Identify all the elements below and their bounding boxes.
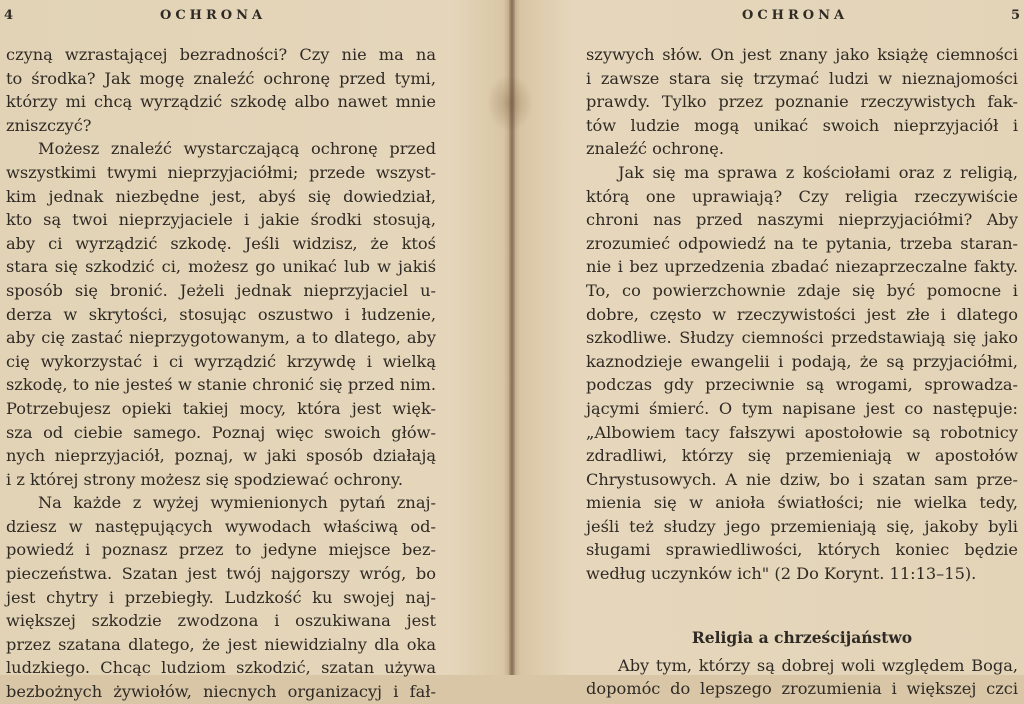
text-line: jącymi śmierć. O tym napisane jest co następuje: [586, 398, 1018, 418]
text-line: sposób się bronić. Jeżeli jednak nieprzyjaciel u- [6, 280, 436, 300]
text-line: sza od ciebie samego. Poznaj więc swoich głów- [6, 422, 436, 442]
text-line: Aby tym, którzy są dobrej woli względem Boga, [618, 655, 1018, 675]
text-line: dopomóc do lepszego zrozumienia i większej czci [586, 679, 1018, 699]
text-line: jest chytry i przebiegły. Ludzkość ku swojej naj- [6, 587, 436, 607]
text-line: szkodę, to nie jesteś w stanie chronić się przed nim. [6, 375, 436, 395]
left-running-header [0, 8, 510, 26]
text-line: Jak się ma sprawa z kościołami oraz z religią, [618, 162, 1018, 182]
left-page-text [6, 43, 436, 704]
left-page-number: 4 [4, 8, 14, 23]
text-line: jeśli też słudzy jego przemieniają się, jakoby byli [586, 516, 1018, 536]
text-line: Na każde z wyżej wymienionych pytań znaj- [38, 493, 436, 513]
text-line: prawdy. Tylko przez poznanie rzeczywistych fak- [586, 92, 1018, 112]
text-line: tów ludzie mogą unikać swoich nieprzyjaciół i [586, 115, 1018, 135]
section-heading: Religia a chrześcijaństwo [691, 627, 913, 647]
text-line: sługami sprawiedliwości, których koniec będzie [586, 540, 1018, 560]
text-line: zdradliwi, którzy się przemieniają w apostołów [586, 446, 1018, 466]
text-line: chroni nas przed naszymi nieprzyjaciółmi? Aby [586, 210, 1018, 230]
text-line: aby cię zastać nieprzygotowanym, a to dlatego, aby [6, 328, 436, 348]
text-line: Chrystusowych. A nie dziw, bo i szatan sam prze- [586, 469, 1018, 489]
text-line: kim jednak niezbędne jest, abyś się dowiedział, [6, 186, 436, 206]
text-line: mienia się w anioła światłości; nie wielka tedy, [586, 493, 1018, 513]
text-line: znaleźć ochronę. [586, 139, 724, 159]
text-line: zniszczyć? [6, 115, 92, 135]
right-running-header [514, 8, 1024, 26]
right-running-title: OCHRONA [742, 8, 849, 23]
text-line: bezbożnych żywiołów, niecnych organizacyj i fał- [6, 682, 436, 702]
text-line: kto są twoi nieprzyjaciele i jakie środki stosują, [6, 210, 436, 230]
text-line: cię wykorzystać i ci wyrządzić krzywdę i wielką [6, 351, 436, 371]
text-line: nie i bez uprzedzenia zbadać niezaprzeczalne fakty. [586, 257, 1018, 277]
text-line: szywych słów. On jest znany jako książę ciemności [586, 45, 1018, 64]
text-line: dobre, często w rzeczywistości jest złe i dlatego [586, 304, 1018, 324]
right-page-text [586, 43, 1018, 701]
text-line: Potrzebujesz opieki takiej mocy, która jest więk- [6, 398, 436, 418]
text-line: podczas gdy przeciwnie są wrogami, sprowadza- [586, 375, 1018, 395]
text-line: zrozumieć odpowiedź na te pytania, trzeba staran- [586, 233, 1018, 253]
text-line: stara się szkodzić ci, możesz go unikać lub w jakiś [6, 257, 436, 277]
text-line: wszystkimi twymi nieprzyjaciółmi; przede wszyst- [6, 162, 436, 182]
blank-line [586, 586, 1018, 622]
text-line: pieczeństwa. Szatan jest twój najgorszy wróg, bo [6, 564, 436, 584]
text-line: Możesz znaleźć wystarczającą ochronę przed [38, 139, 436, 159]
text-line: „Albowiem tacy fałszywi apostołowie są robotnicy [586, 422, 1018, 442]
text-line: przez szatana dlatego, że jest niewidzialny dla oka [6, 634, 436, 654]
text-line: To, co powierzchownie zdaje się być pomocne i [586, 280, 1018, 300]
left-page [0, 0, 510, 702]
text-line: powiedź i poznasz przez to jedyne miejsce bez- [6, 540, 436, 560]
text-line: to środka? Jak mogę znaleźć ochronę przed tymi, [6, 68, 436, 88]
text-line: większej szkodzie zwodzona i oszukiwana jest [6, 611, 436, 631]
text-line: ludzkiego. Chcąc ludziom szkodzić, szatan używa [6, 658, 436, 678]
text-line: czyną wzrastającej bezradności? Czy nie ma na [6, 45, 436, 64]
text-line: szkodliwe. Słudzy ciemności przedstawiają się jako [586, 328, 1018, 348]
right-page-number: 5 [1010, 8, 1020, 23]
text-line: kaznodzieje ewangelii i podają, że są przyjaciółmi, [586, 351, 1018, 371]
text-line: i z której strony możesz się spodziewać ochrony. [6, 469, 404, 489]
text-line: którzy mi chcą wyrządzić szkodę albo nawet mnie [6, 92, 436, 112]
text-line: dziesz w następujących wywodach właściwą od- [6, 516, 436, 536]
left-running-title: OCHRONA [160, 8, 267, 23]
text-line: i zawsze stara się trzymać ludzi w nieznajomości [586, 68, 1018, 88]
text-line: nych nieprzyjaciół, poznaj, w jaki sposób działają [6, 446, 436, 466]
right-page [514, 0, 1024, 699]
text-line: derza w skrytości, stosując oszustwo i łudzenie, [6, 304, 436, 324]
text-line: aby ci wyrządzić szkodę. Jeśli widzisz, że ktoś [6, 233, 436, 253]
text-line: według uczynków ich" (2 Do Korynt. 11:13–15). [586, 564, 977, 584]
text-line: którą one uprawiają? Czy religia rzeczywiście [586, 186, 1018, 206]
